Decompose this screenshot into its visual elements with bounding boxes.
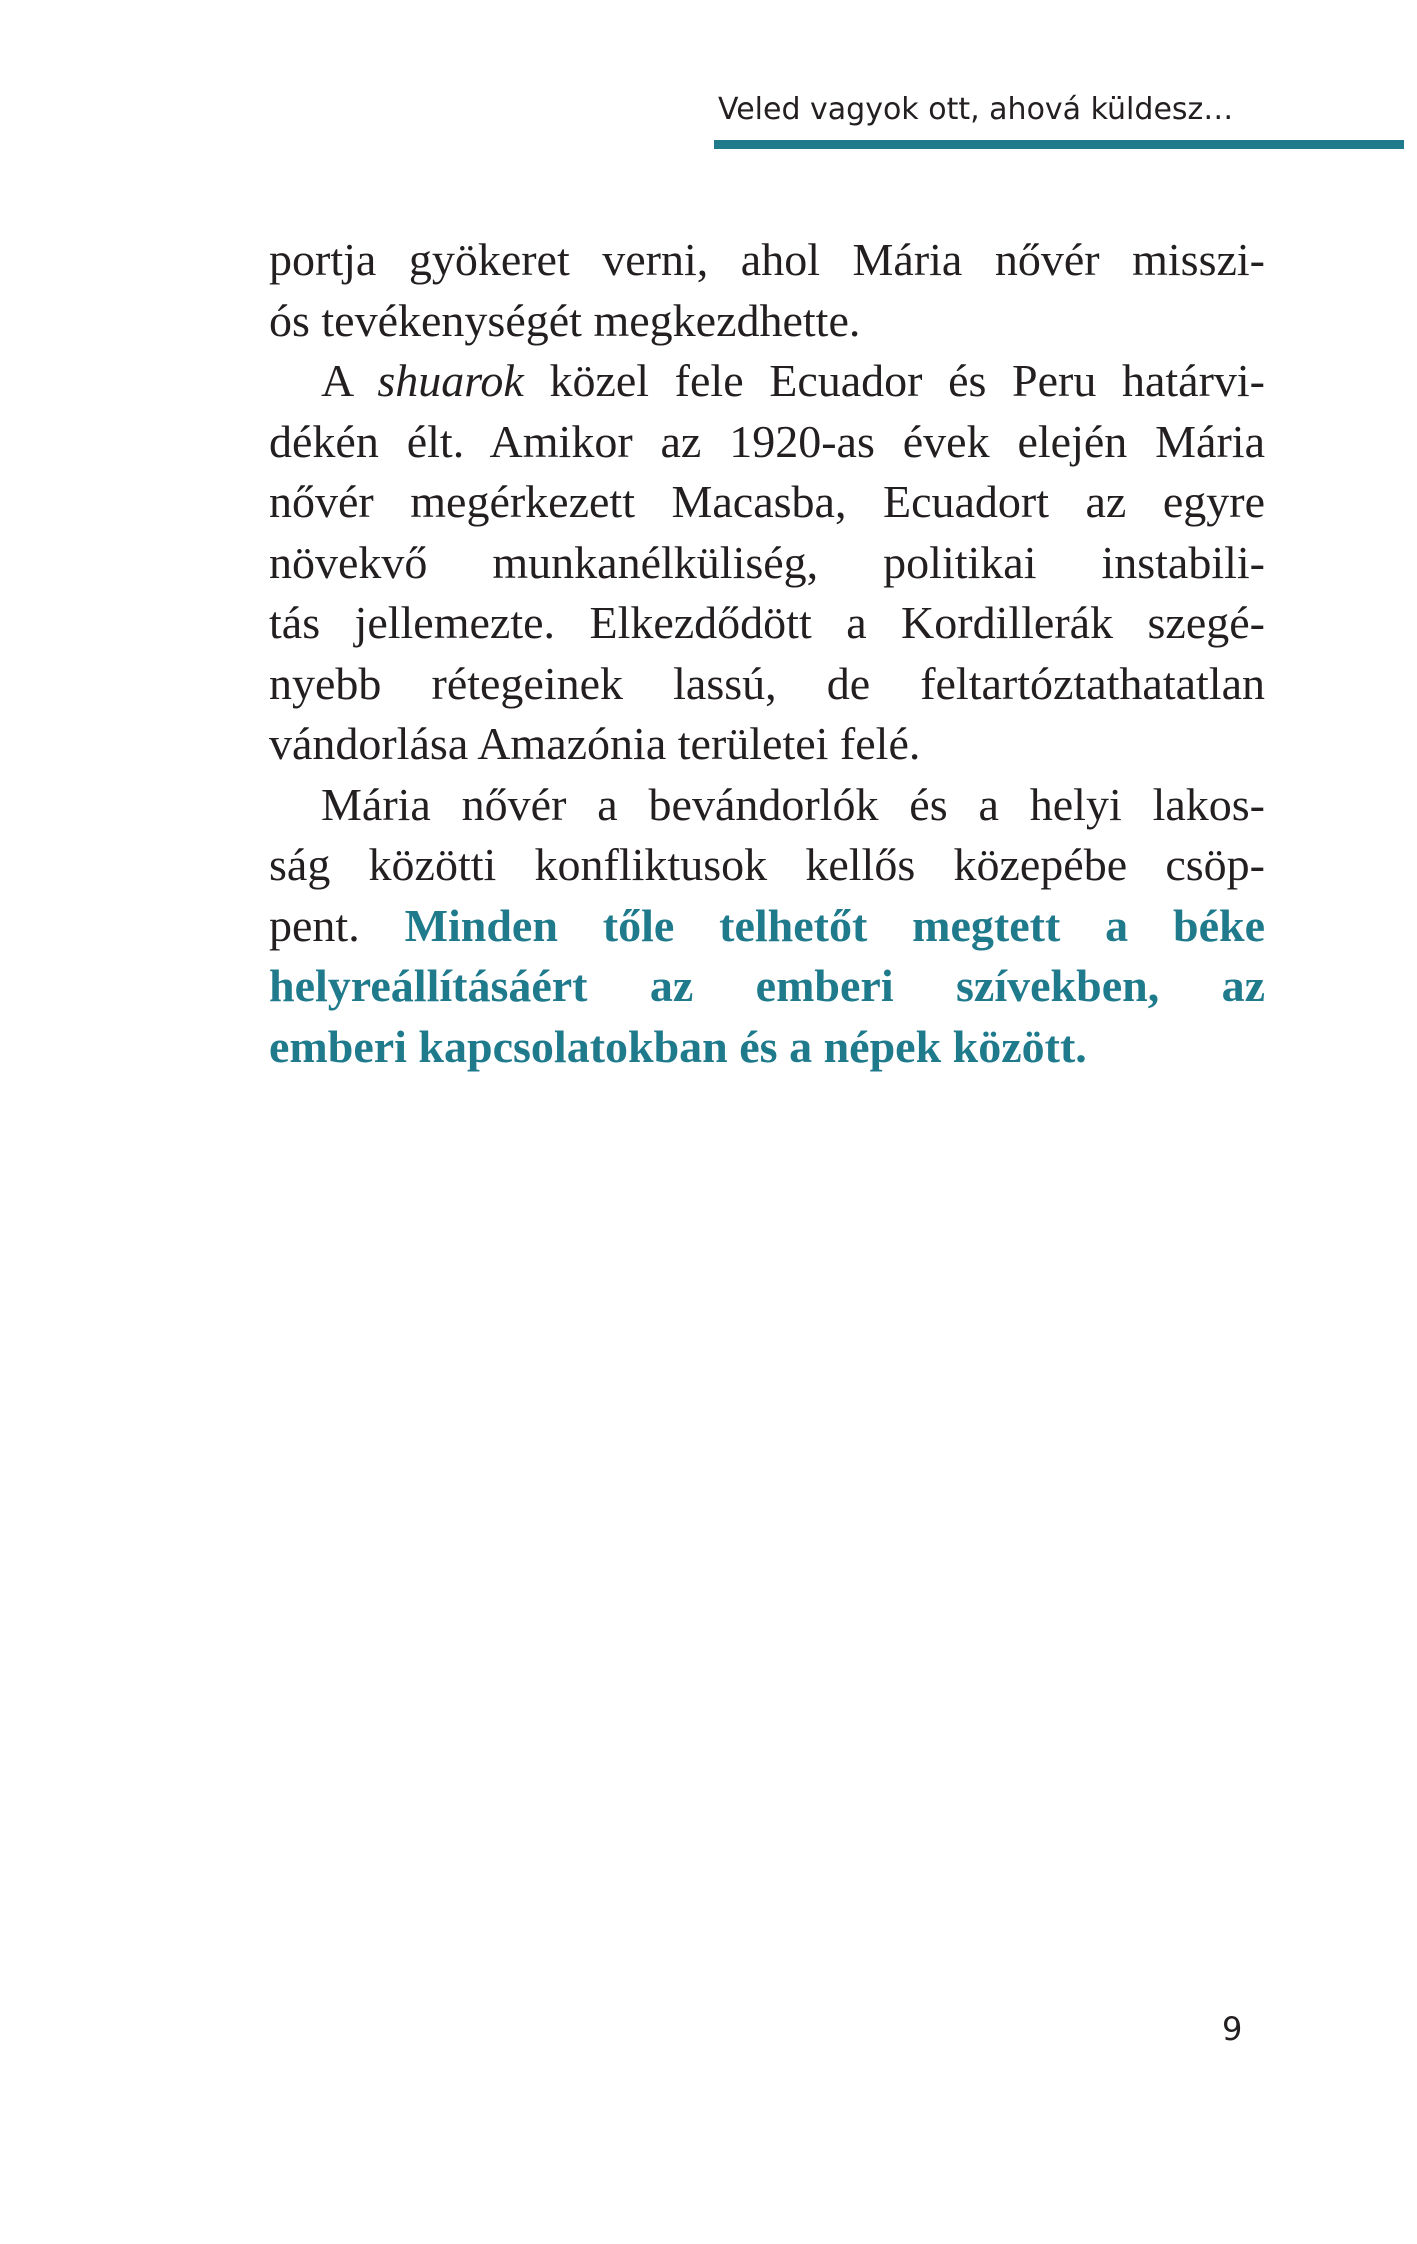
- text-line: ós tevékenységét megkezdhette.: [269, 294, 861, 346]
- text-line: [269, 896, 1265, 957]
- text-line: dékén élt. Amikor az 1920-as évek elején Mária: [269, 415, 1265, 467]
- text-line: ság közötti konfliktusok kellős közepébe csöp-: [269, 839, 1265, 890]
- text-segment: közel fele Ecuador és Peru határvi-: [523, 355, 1266, 406]
- header-rule: [714, 140, 1404, 149]
- text-line: növekvő munkanélküliség, politikai instabili-: [269, 536, 1265, 588]
- text-line: [269, 1017, 1265, 1078]
- text-segment: A: [321, 355, 378, 406]
- running-header: [714, 88, 1413, 148]
- page-number: 9: [1222, 2010, 1243, 2048]
- text-line: nővér megérkezett Macasba, Ecuadort az egyre: [269, 476, 1265, 527]
- text-line: portja gyökeret verni, ahol Mária nővér misszi-: [269, 234, 1265, 285]
- highlighted-text: emberi kapcsolatokban és a népek között.: [269, 1020, 1087, 1072]
- text-line: Mária nővér a bevándorlók és a helyi lakos-: [321, 778, 1265, 830]
- text-line: vándorlása Amazónia területei felé.: [269, 718, 921, 769]
- running-header-title: Veled vagyok ott, ahová küldesz…: [718, 92, 1234, 127]
- text-line: tás jellemezte. Elkezdődött a Kordillerák szegé-: [269, 597, 1265, 648]
- text-line: nyebb rétegeinek lassú, de feltartóztathatatlan: [269, 657, 1265, 709]
- body-text: [269, 230, 1265, 1077]
- text-segment: pent.: [269, 899, 405, 951]
- text-line: [269, 351, 1265, 412]
- italic-term: shuarok: [377, 355, 524, 406]
- text-line: [269, 956, 1265, 1017]
- highlighted-text: Minden tőle telhetőt megtett a béke: [404, 899, 1265, 951]
- highlighted-text: helyreállításáért az emberi szívekben, az: [269, 960, 1265, 1011]
